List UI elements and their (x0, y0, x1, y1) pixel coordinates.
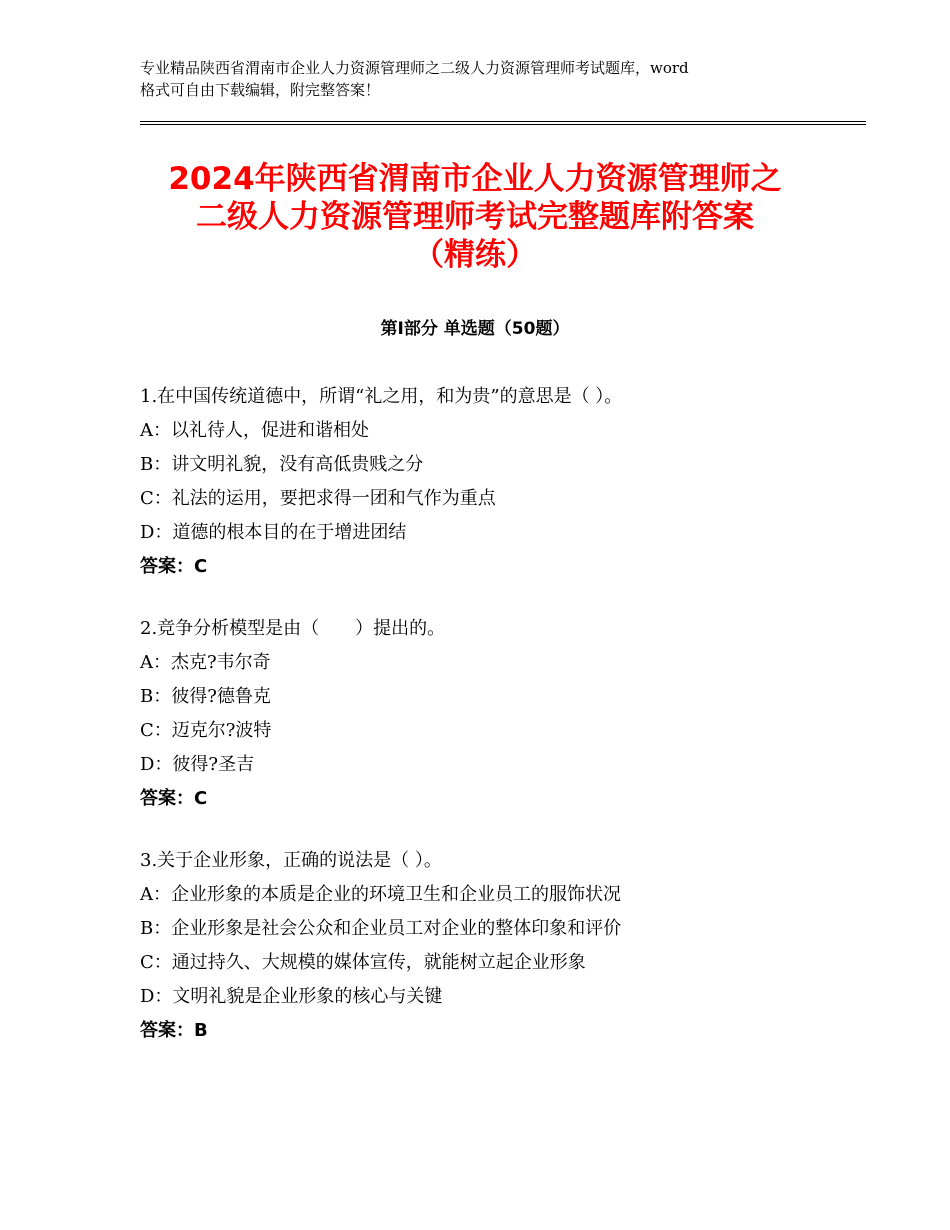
header-divider-bottom (140, 124, 866, 125)
option-b: B：企业形象是社会公众和企业员工对企业的整体印象和评价 (140, 918, 622, 939)
answer-line: 答案：C (140, 788, 208, 809)
question-2 (140, 612, 860, 816)
option-d: D：文明礼貌是企业形象的核心与关键 (140, 986, 443, 1007)
question-stem: 2.竞争分析模型是由（ ）提出的。 (140, 618, 446, 639)
option-a: A：以礼待人，促进和谐相处 (140, 420, 369, 441)
option-a: A：杰克?韦尔奇 (140, 652, 271, 673)
answer-line: 答案：C (140, 556, 208, 577)
question-1 (140, 380, 860, 584)
question-stem: 3.关于企业形象，正确的说法是（ ）。 (140, 850, 442, 871)
question-stem: 1.在中国传统道德中，所谓“礼之用，和为贵”的意思是（ ）。 (140, 386, 623, 407)
option-a: A：企业形象的本质是企业的环境卫生和企业员工的服饰状况 (140, 884, 621, 905)
option-b: B：讲文明礼貌，没有高低贵贱之分 (140, 454, 424, 475)
option-b: B：彼得?德鲁克 (140, 686, 271, 707)
title-line-2: 二级人力资源管理师考试完整题库附答案 (196, 199, 754, 235)
option-d: D：彼得?圣吉 (140, 754, 255, 775)
question-3 (140, 844, 860, 1048)
answer-line: 答案：B (140, 1020, 208, 1041)
header-divider-top (140, 121, 866, 122)
option-d: D：道德的根本目的在于增进团结 (140, 522, 407, 543)
section-title: 第Ⅰ部分 单选题（50题） (380, 319, 570, 339)
option-c: C：礼法的运用，要把求得一团和气作为重点 (140, 488, 496, 509)
title-line-1: 2024年陕西省渭南市企业人力资源管理师之 (168, 161, 782, 197)
header-note-line-1: 专业精品陕西省渭南市企业人力资源管理师之二级人力资源管理师考试题库，word (140, 59, 689, 77)
document-title (100, 160, 850, 274)
question-list (140, 380, 860, 1076)
header-note-line-2: 格式可自由下载编辑，附完整答案！ (140, 81, 381, 99)
header-note (140, 57, 840, 101)
option-c: C：迈克尔?波特 (140, 720, 272, 741)
title-line-3: （精练） (413, 237, 537, 273)
option-c: C：通过持久、大规模的媒体宣传，就能树立起企业形象 (140, 952, 586, 973)
